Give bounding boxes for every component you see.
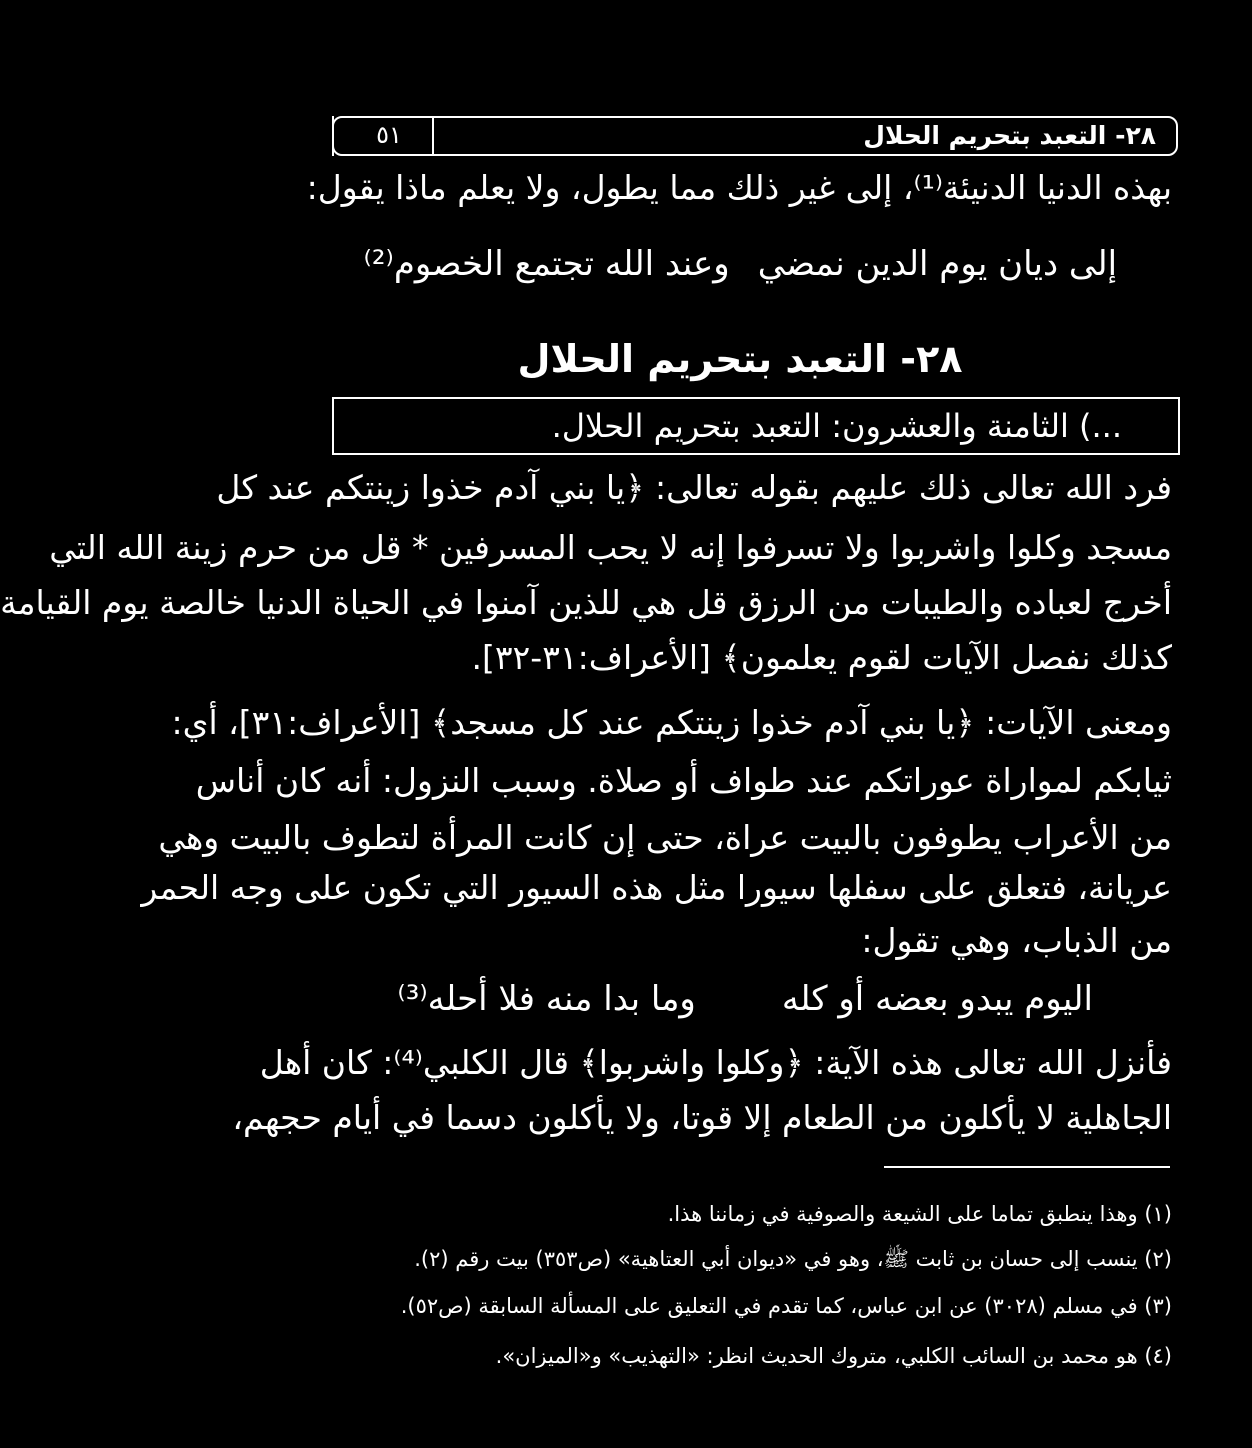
explanation-line: الجاهلية لا يأكلون من الطعام إلا قوتا، ولا يأكلون دسما في أيام حجهم، [232,1098,1172,1137]
explanation-line: من الذباب، وهي تقول: [861,921,1172,960]
body-line: أخرج لعباده والطيبات من الرزق قل هي للذين آمنوا في الحياة الدنيا خالصة يوم القيامة [0,583,1172,622]
intro-verse [332,240,1152,288]
footnote: (١) وهذا ينطبق تماما على الشيعة والصوفية في زماننا هذا. [667,1202,1172,1226]
explanation-line: من الأعراب يطوفون بالبيت عراة، حتى إن كانت المرأة لتطوف بالبيت وهي [158,818,1172,857]
section-heading: ٢٨- التعبد بتحريم الحلال [517,337,963,381]
explanation-line: ومعنى الآيات: ﴿يا بني آدم خذوا زينتكم عند كل مسجد﴾ [الأعراف:٣١]، أي: [171,703,1172,742]
intro-line: بهذه الدنيا الدنيئة⁽¹⁾، إلى غير ذلك مما يطول، ولا يعلم ماذا يقول: [306,168,1172,207]
verse-left-hemistich: وعند الله تجتمع الخصوم⁽²⁾ [363,244,730,284]
verse-right-hemistich: اليوم يبدو بعضه أو كله [781,979,1093,1019]
running-title: ٢٨- التعبد بتحريم الحلال [863,121,1156,150]
explanation-line: فأنزل الله تعالى هذه الآية: ﴿وكلوا واشربوا﴾ قال الكلبي⁽⁴⁾: كان أهل [259,1043,1172,1082]
footnote: (٢) ينسب إلى حسان بن ثابت ﷺ، وهو في «ديوان أبي العتاهية» (ص٣٥٣) بيت رقم (٢). [414,1247,1172,1271]
explanation-line: ثيابكم لمواراة عوراتكم عند طواف أو صلاة. وسبب النزول: أنه كان أناس [195,761,1172,800]
body-line: كذلك نفصل الآيات لقوم يعلمون﴾ [الأعراف:٣١-٣٢]. [471,638,1172,677]
explanation-line: عريانة، فتعلق على سفلها سيورا مثل هذه السيور التي تكون على وجه الحمر [141,868,1172,907]
body-line: مسجد وكلوا واشربوا ولا تسرفوا إنه لا يحب المسرفين * قل من حرم زينة الله التي [49,528,1172,567]
footnote-separator [884,1166,1170,1168]
verse-right-hemistich: إلى ديان يوم الدين نمضي [757,244,1118,284]
explanation-verse [332,975,1152,1023]
footnote: (٤) هو محمد بن السائب الكلبي، متروك الحديث انظر: «التهذيب» و«الميزان». [495,1344,1172,1368]
body-line: فرد الله تعالى ذلك عليهم بقوله تعالى: ﴿يا بني آدم خذوا زينتكم عند كل [216,468,1172,507]
footnote: (٣) في مسلم (٣٠٢٨) عن ابن عباس، كما تقدم في التعليق على المسألة السابقة (ص٥٢). [400,1294,1172,1318]
summary-text: ...) الثامنة والعشرون: التعبد بتحريم الحلال. [551,407,1122,445]
page-number: ٥١ [376,121,402,149]
verse-left-hemistich: وما بدا منه فلا أحله⁽³⁾ [397,979,696,1019]
